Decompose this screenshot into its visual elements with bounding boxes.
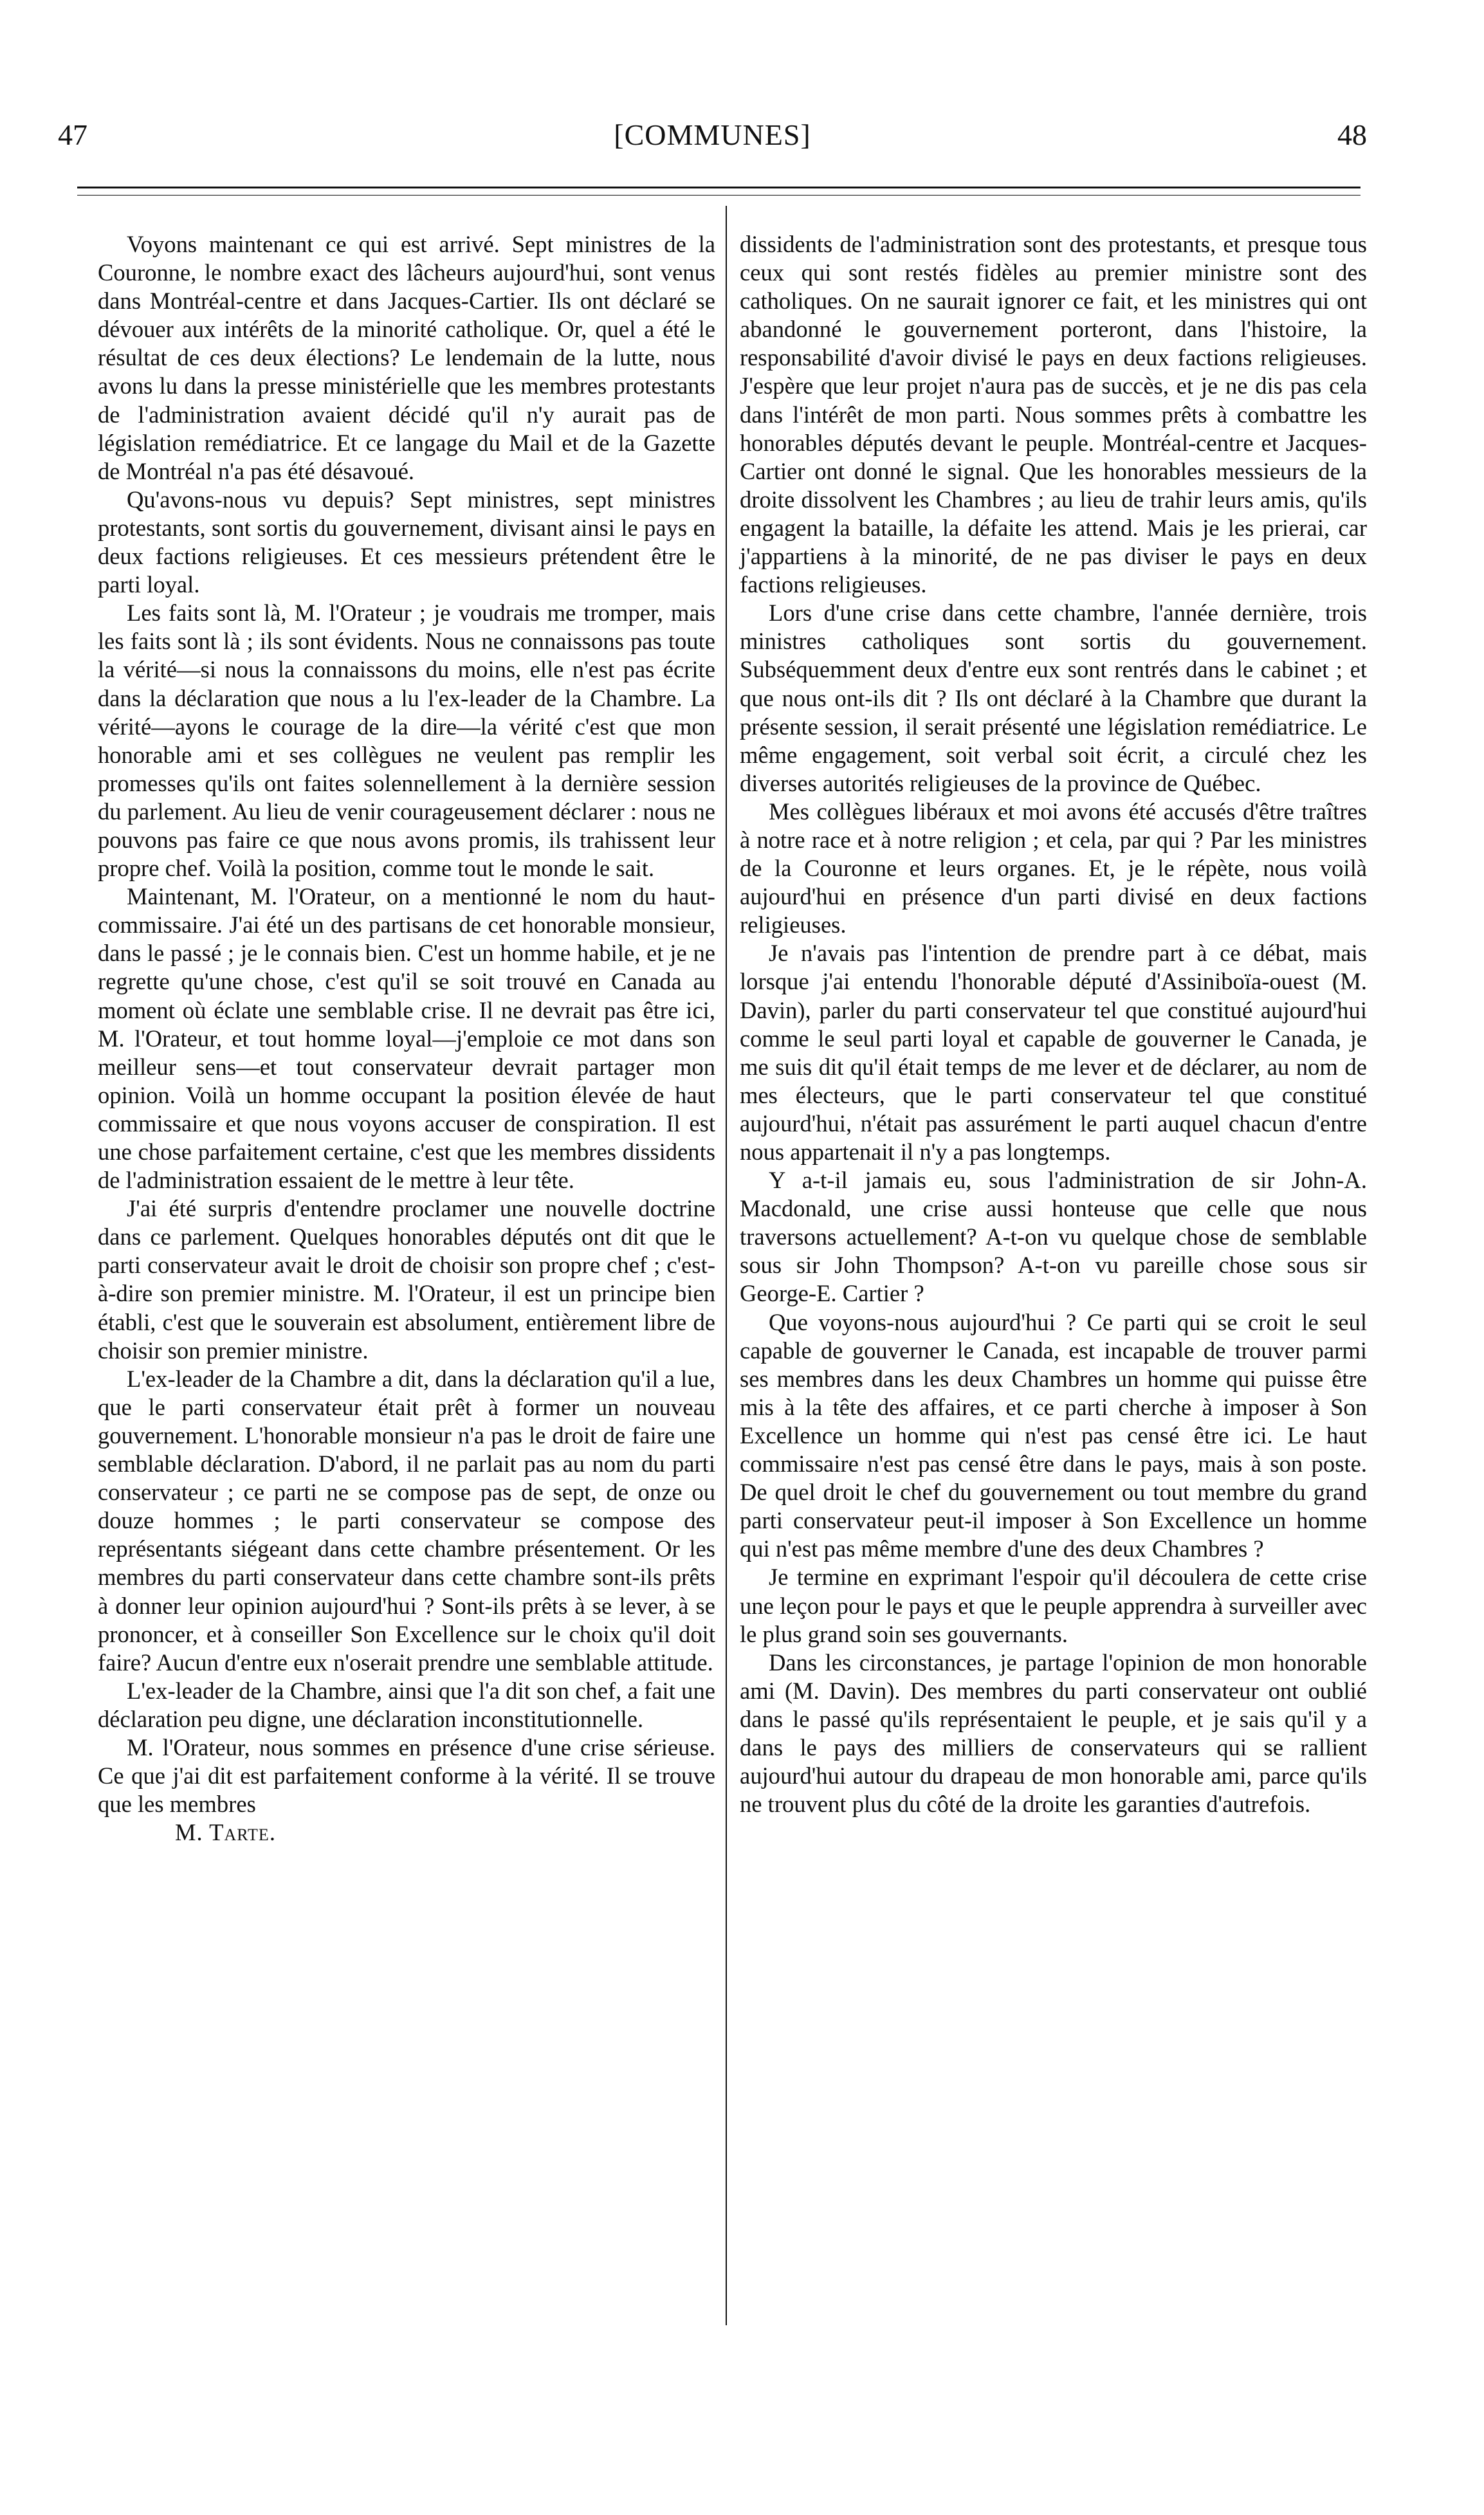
header-rule-thin	[77, 195, 1360, 196]
speaker-signature: M. Tarte.	[175, 1819, 276, 1846]
page-number-left: 47	[58, 118, 87, 151]
paragraph: Mes collègues libéraux et moi avons été accusés d'être traîtres à notre race et à notre religion ; et cela, par qui ? Par les ministres de la Couronne et leurs organes. Et, je le répète, nous voilà aujourd'hui en présence d'un parti divisé en deux factions religieuses.	[740, 798, 1367, 938]
column-divider	[726, 206, 727, 2325]
page-number-right: 48	[1337, 118, 1367, 151]
paragraph: Maintenant, M. l'Orateur, on a mentionné le nom du haut-commissaire. J'ai été un des partisans de cet honorable monsieur, dans le passé ; je le connais bien. C'est un homme habile, et je ne regrette qu'une chose, c'est qu'il se soit trouvé en Canada au moment où éclate une semblable crise. Il ne devrait pas être ici, M. l'Orateur, et tout homme loyal—j'emploie ce mot dans son meilleur sens—et tout conservateur devrait partager mon opinion. Voilà un homme occupant la position élevée de haut commissaire et que nous voyons accuser de conspiration. Il est une chose parfaitement certaine, c'est que les membres dissidents de l'administration essaient de le mettre à leur tête.	[98, 883, 715, 1194]
paragraph: Voyons maintenant ce qui est arrivé. Sept ministres de la Couronne, le nombre exact des lâcheurs aujourd'hui, sont venus dans Montréal-centre et dans Jacques-Cartier. Ils ont déclaré se dévouer aux intérêts de la minorité catholique. Or, quel a été le résultat de ces deux élections? Le lendemain de la lutte, nous avons lu dans la presse ministérielle que les membres protestants de l'administration avaient décidé qu'il n'y aurait pas de législation remédiatrice. Et ce langage du Mail et de la Gazette de Montréal n'a pas été désavoué.	[98, 231, 715, 484]
page-header	[58, 116, 1367, 154]
section-title: [COMMUNES]	[614, 118, 811, 151]
paragraph: Je n'avais pas l'intention de prendre part à ce débat, mais lorsque j'ai entendu l'honorable député d'Assiniboïa-ouest (M. Davin), parler du parti conservateur tel que constitué aujourd'hui comme le seul parti loyal et capable de gouverner le Canada, je me suis dit qu'il était temps de me lever et de déclarer, au nom de mes électeurs, que le parti conservateur tel que constitué aujourd'hui, n'était pas assurément le parti auquel chacun d'entre nous appartenait il n'y a pas longtemps.	[740, 940, 1367, 1165]
paragraph: L'ex-leader de la Chambre a dit, dans la déclaration qu'il a lue, que le parti conservateur était prêt à former un nouveau gouvernement. L'honorable monsieur n'a pas le droit de faire une semblable déclaration. D'abord, il ne parlait pas au nom du parti conservateur ; ce parti ne se compose pas de sept, de onze ou douze hommes ; le parti conservateur se compose des représentants siégeant dans cette chambre présentement. Or les membres du parti conservateur dans cette chambre sont-ils prêts à donner leur opinion aujourd'hui ? Sont-ils prêts à se lever, à se prononcer, et à conseiller Son Excellence sur le choix qu'il doit faire? Aucun d'entre eux n'oserait prendre une semblable attitude.	[98, 1365, 715, 1676]
paragraph: J'ai été surpris d'entendre proclamer une nouvelle doctrine dans ce parlement. Quelques honorables députés ont dit que le parti conservateur avait le droit de choisir son propre chef ; c'est-à-dire son premier ministre. M. l'Orateur, il est un principe bien établi, c'est que le souverain est absolument, entièrement libre de choisir son premier ministre.	[98, 1195, 715, 1364]
paragraph: Que voyons-nous aujourd'hui ? Ce parti qui se croit le seul capable de gouverner le Canada, est incapable de trouver parmi ses membres dans les deux Chambres un homme qui puisse être mis à la tête des affaires, et ce parti cherche à imposer à Son Excellence un homme qui n'est pas censé être ici. Le haut commissaire n'est pas censé être dans le pays, mais à son poste. De quel droit le chef du gouvernement ou tout membre du grand parti conservateur peut-il imposer à Son Excellence un homme qui n'est pas même membre d'une des deux Chambres ?	[740, 1308, 1367, 1562]
right-column	[740, 230, 1367, 1818]
left-column	[98, 230, 715, 1847]
paragraph: Les faits sont là, M. l'Orateur ; je voudrais me tromper, mais les faits sont là ; ils sont évidents. Nous ne connaissons pas toute la vérité—si nous la connaissons du moins, elle n'est pas écrite dans la déclaration que nous a lu l'ex-leader de la Chambre. La vérité—ayons le courage de la dire—la vérité c'est que mon honorable ami et ses collègues ne veulent pas remplir les promesses qu'ils ont faites solennellement à la dernière session du parlement. Au lieu de venir courageusement déclarer : nous ne pouvons pas faire ce que nous avons promis, ils trahissent leur propre chef. Voilà la position, comme tout le monde le sait.	[98, 599, 715, 882]
paragraph: Lors d'une crise dans cette chambre, l'année dernière, trois ministres catholiques sont sortis du gouvernement. Subséquemment deux d'entre eux sont rentrés dans le cabinet ; et que nous ont-ils dit ? Ils ont déclaré à la Chambre que durant la présente session, il serait présenté une législation remédiatrice. Le même engagement, soit verbal soit écrit, a circulé chez les diverses autorités religieuses de la province de Québec.	[740, 599, 1367, 796]
paragraph: Qu'avons-nous vu depuis? Sept ministres, sept ministres protestants, sont sortis du gouvernement, divisant ainsi le pays en deux factions religieuses. Et ces messieurs prétendent être le parti loyal.	[98, 486, 715, 598]
paragraph: dissidents de l'administration sont des protestants, et presque tous ceux qui sont restés fidèles au premier ministre sont des catholiques. On ne saurait ignorer ce fait, et les ministres qui ont abandonné le gouvernement porteront, dans l'histoire, la responsabilité d'avoir divisé le pays en deux factions religieuses. J'espère que leur projet n'aura pas de succès, et je ne dis pas cela dans l'intérêt de mon parti. Nous sommes prêts à combattre les honorables députés devant le peuple. Montréal-centre et Jacques-Cartier ont donné le signal. Que les honorables messieurs de la droite dissolvent les Chambres ; au lieu de trahir leurs amis, qu'ils engagent la bataille, la défaite les attend. Mais je les prierai, car j'appartiens à la minorité, de ne pas diviser le pays en deux factions religieuses.	[740, 231, 1367, 598]
paragraph: Je termine en exprimant l'espoir qu'il découlera de cette crise une leçon pour le pays et que le peuple apprendra à surveiller avec le plus grand soin ses gouvernants.	[740, 1564, 1367, 1647]
paragraph: Dans les circonstances, je partage l'opinion de mon honorable ami (M. Davin). Des membres du parti conservateur ont oublié dans le passé qu'ils représentaient le peuple, et je sais qu'il y a dans le pays des milliers de conservateurs qui se rallient aujourd'hui autour du drapeau de mon honorable ami, parce qu'ils ne trouvent plus du côté de la droite les garanties d'autrefois.	[740, 1649, 1367, 1818]
paragraph: M. l'Orateur, nous sommes en présence d'une crise sérieuse. Ce que j'ai dit est parfaitement conforme à la vérité. Il se trouve que les membres	[98, 1733, 715, 1818]
header-rule	[77, 187, 1360, 188]
paragraph: L'ex-leader de la Chambre, ainsi que l'a dit son chef, a fait une déclaration peu digne, une déclaration inconstitutionnelle.	[98, 1677, 715, 1732]
paragraph: Y a-t-il jamais eu, sous l'administration de sir John-A. Macdonald, une crise aussi honteuse que celle que nous traversons actuellement? A-t-on vu quelque chose de semblable sous sir John Thompson? A-t-on vu pareille chose sous sir George-E. Cartier ?	[740, 1167, 1367, 1307]
